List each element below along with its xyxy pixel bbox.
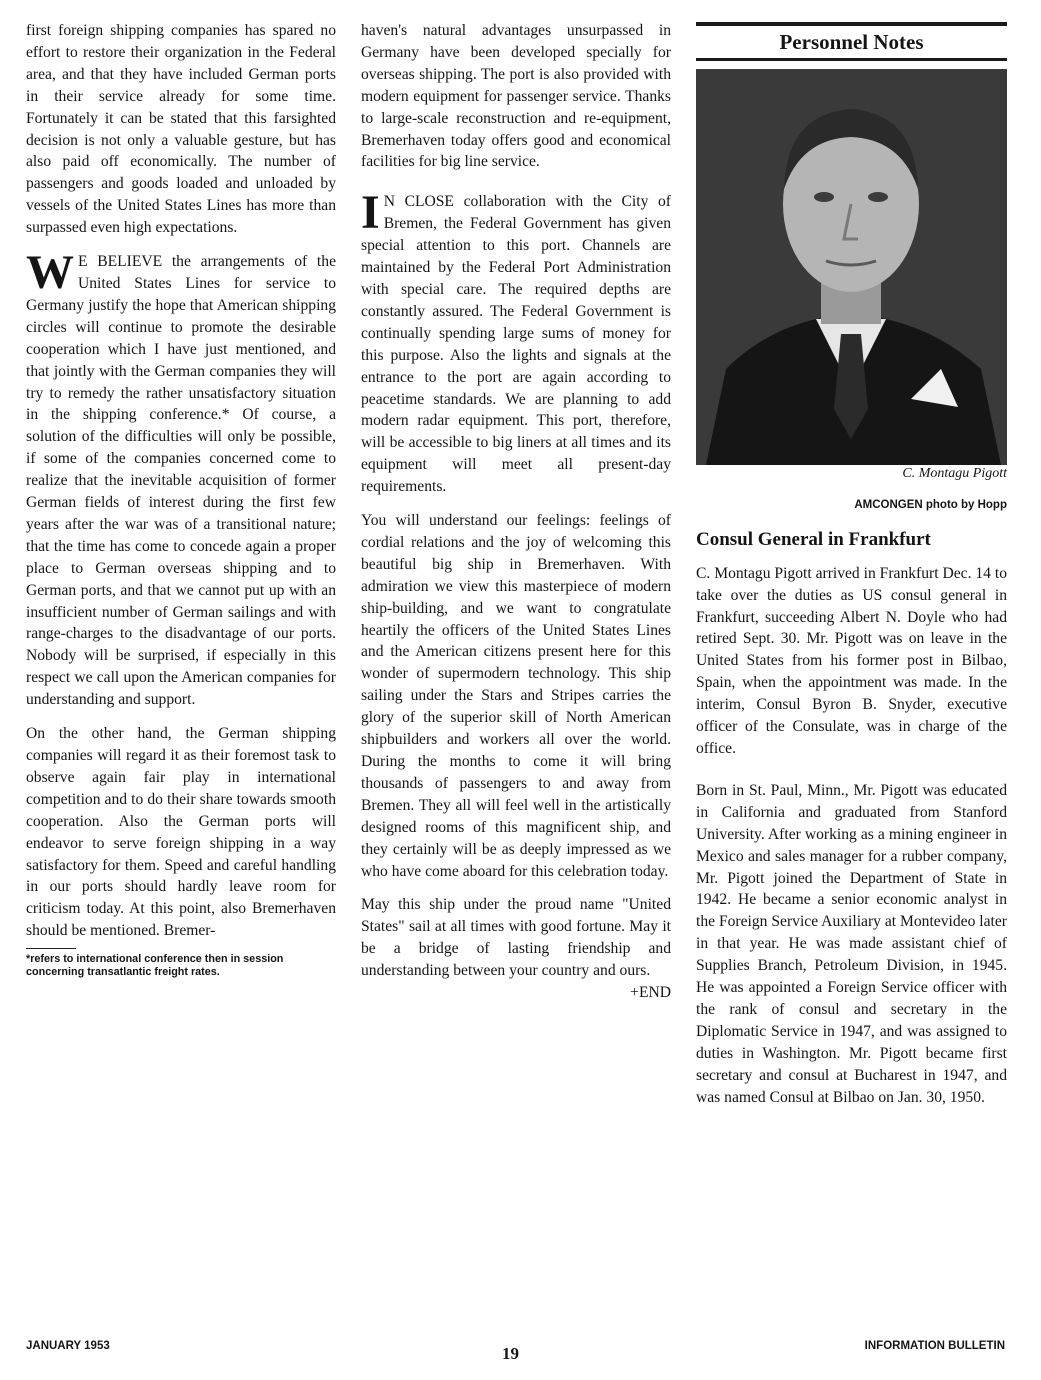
mid-paragraph-2: [361, 186, 672, 498]
section-heading: Consul General in Frankfurt: [696, 528, 931, 550]
page-number: 19: [502, 1344, 519, 1363]
lead-in-caps: N CLOSE: [383, 193, 454, 211]
end-mark: +END: [630, 984, 671, 1002]
personnel-notes-box: [696, 22, 1007, 61]
footer-date: JANUARY 1953: [26, 1340, 110, 1352]
right-paragraph-2: Born in St. Paul, Minn., Mr. Pigott was educated in California and graduated from Stanford University. After working as a mining engineer in Mexico and sales manager for a rubber company, Mr. Pigott joined the Department of State in 1942. He became a senior economic analyst in the Foreign Service Auxiliary at Montevideo later in that year. He was made assistant chief of Supplies Branch, Petroleum Division, in 1945. He was appointed a Foreign Service officer with the rank of consul and secretary in the Diplomatic Service in 1947, and was assigned to duties in Washington. Mr. Pigott became first secretary and consul at Bucharest in 1947, and was named Consul at Bilbao on Jan. 30, 1950.: [696, 781, 1007, 1106]
photo-credit: AMCONGEN photo by Hopp: [854, 498, 1007, 511]
lead-in-caps: E BELIEVE: [78, 253, 163, 271]
right-column: [696, 20, 1007, 1120]
left-paragraph-2-text: the arrangements of the United States Lines for service to Germany justify the hope that American shipping circles will continue to promote the desirable cooperation which I have just mentioned, and that jointly with the German companies they will try to remedy the rather unsatisfactory situation in the shipping conference.* Of course, a solution of the difficulties will only be possible, if some of the companies concerned come to realize that the inevitable acquisition of former German fields of interest during the first few years after the war was of a transitional nature; that the time has come to concede again a proper place to German overseas shipping and to German ports, and that we cannot put up with an insufficient number of German sailings and with range-charges to the disadvantage of our ports. Nobody will be surprised, if especially in this respect we call upon the American companies for understanding and support.: [26, 253, 336, 709]
personnel-notes-title: Personnel Notes: [696, 26, 1007, 61]
footnote-divider: [26, 948, 76, 949]
left-paragraph-2: [26, 246, 336, 711]
mid-paragraph-4-text: May this ship under the proud name "United States" sail at all times with good fortune. May it be a bridge of lasting friendship and understanding between your country and ours.: [361, 896, 671, 980]
photo-caption: C. Montagu Pigott: [902, 465, 1007, 481]
mid-paragraph-3: You will understand our feelings: feelings of cordial relations and the joy of welcoming this beautiful big ship in Bremerhaven. With admiration we view this masterpiece of modern ship-building, and we want to congratulate heartily the officers of the United States Lines and the American citizens present here for this wonder of supermodern technology. This ship sailing under the Stars and Stripes carries the glory of the superior skill of North American shipbuilders and workers all over the world. During the months to come it will bring thousands of passengers to and away from Bremen. They all will feel well in the artistically designed rooms of this magnificent ship, and they certainly will be as deeply impressed as we who have come aboard for this celebration today.: [361, 512, 671, 880]
footer-publication: INFORMATION BULLETIN: [864, 1340, 1005, 1352]
portrait-illustration: [696, 69, 1007, 465]
footnote: *refers to international conference then in session concerning transatlantic freight rates.: [26, 953, 284, 979]
right-paragraph-1: C. Montagu Pigott arrived in Frankfurt Dec. 14 to take over the duties as US consul general in Frankfurt, succeeding Albert N. Doyle who had retired Sept. 30. Mr. Pigott was on leave in the United States from his former post in Bilbao, Spain, when the appointment was made. In the interim, Consul Byron B. Snyder, executive officer of the Consulate, was in charge of the office.: [696, 564, 1007, 757]
left-column: [26, 20, 336, 991]
drop-cap-w: W: [26, 246, 74, 300]
drop-cap-i: I: [361, 186, 380, 240]
left-paragraph-3: On the other hand, the German shipping companies will regard it as their foremost task to observe again fair play in international competition and to do their share towards smooth cooperation. Also the German ports will endeavor to serve foreign shipping in a way satisfactory for them. Speed and careful handling in our ports should hardly leave room for criticism today. At this point, also Bremerhaven should be mentioned. Bremer-: [26, 725, 336, 940]
mid-paragraph-2-text: collaboration with the City of Bremen, the Federal Government has given special attention to this port. Channels are maintained by the Federal Port Administration with special care. The required depths are constantly assured. The Federal Government is continually spending large sums of money for this purpose. Also the lights and signals at the entrance to the port are again according to peacetime standards. We are planning to add modern radar equipment. This port, therefore, will be accessible to big liners at all times and its equipment will meet all present-day requirements.: [361, 193, 672, 496]
portrait-photo: [696, 69, 1007, 465]
mid-paragraph-4: [361, 894, 671, 1002]
mid-paragraph-1: haven's natural advantages unsurpassed in Germany have been developed specially for overseas shipping. The port is also provided with modern equipment for passenger service. Thanks to large-scale reconstruction and re-equipment, Bremerhaven today offers good and economical facilities for big line service.: [361, 22, 671, 171]
left-paragraph-1: first foreign shipping companies has spared no effort to restore their organization in the Federal area, and that they have included German ports in their service already for some time. Fortunately it can be stated that this farsighted decision is not only a valuable gesture, but has also paid off economically. The number of passengers and goods loaded and unloaded by vessels of the United States Lines has more than surpassed even high expectations.: [26, 22, 336, 237]
middle-column: [361, 20, 671, 1004]
